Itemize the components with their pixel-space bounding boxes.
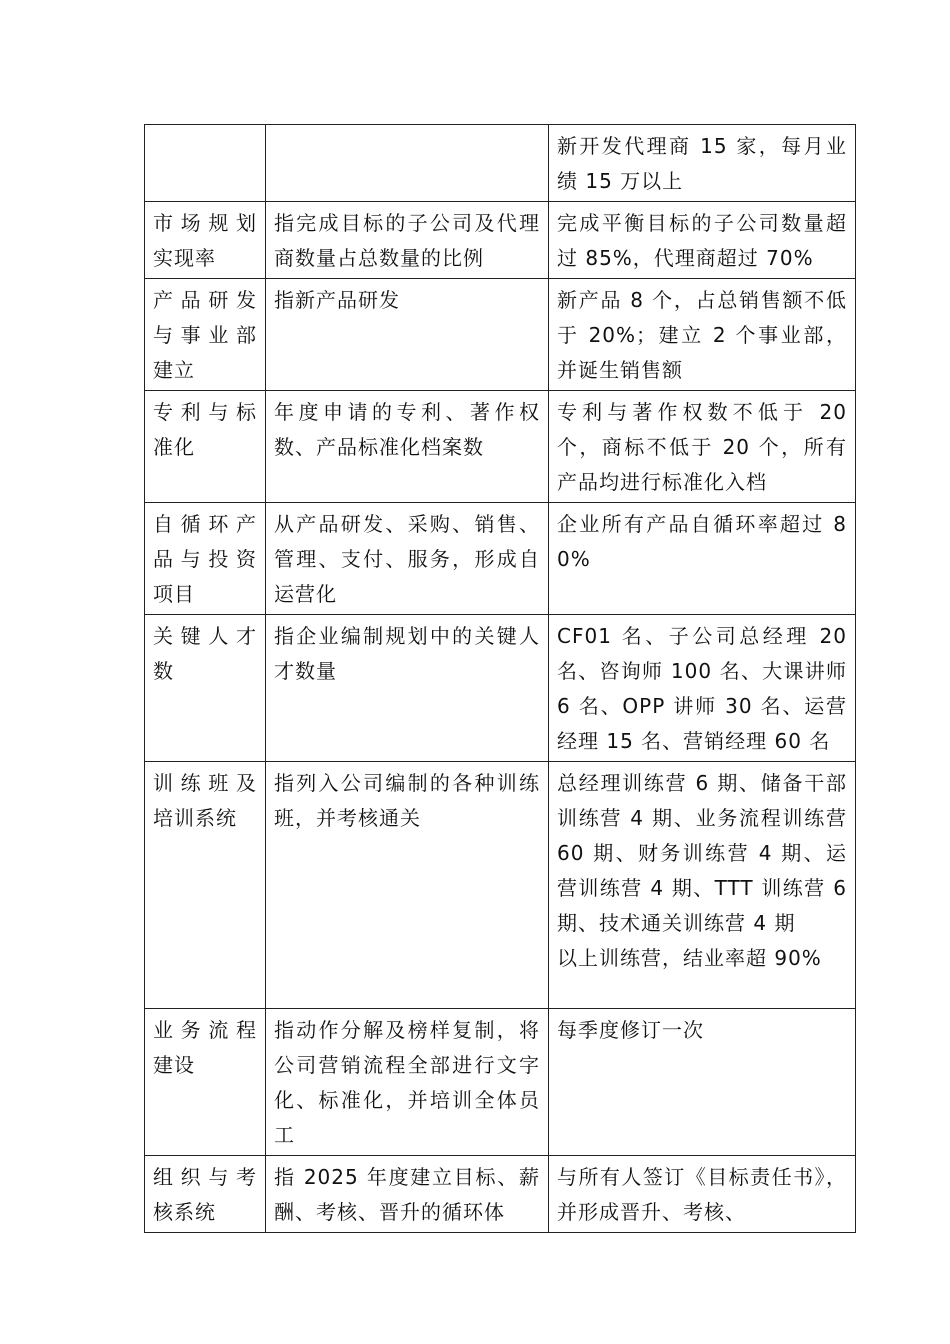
- cell-definition: 指完成目标的子公司及代理商数量占总数量的比例: [266, 202, 549, 279]
- cell-target: 每季度修订一次: [549, 1009, 856, 1156]
- cell-target: 与所有人签订《目标责任书》，并形成晋升、考核、: [549, 1156, 856, 1233]
- cell-item: 训练班及培训系统: [145, 762, 266, 1009]
- kpi-table: [144, 124, 856, 1233]
- cell-target: 总经理训练营 6 期、储备干部训练营 4 期、业务流程训练营 60 期、财务训练营 4 期、运营训练营 4 期、TTT 训练营 6 期、技术通关训练营 4 期 以上训练营，结业率超 90%: [549, 762, 856, 1009]
- cell-target: CF01 名、子公司总经理 20 名、咨询师 100 名、大课讲师 6 名、OPP 讲师 30 名、运营经理 15 名、营销经理 60 名: [549, 615, 856, 762]
- table-row: [145, 503, 856, 615]
- cell-definition: 指动作分解及榜样复制，将公司营销流程全部进行文字化、标准化，并培训全体员工: [266, 1009, 549, 1156]
- cell-definition: 年度申请的专利、著作权数、产品标准化档案数: [266, 391, 549, 503]
- cell-definition: 指新产品研发: [266, 279, 549, 391]
- cell-target: 完成平衡目标的子公司数量超过 85%，代理商超过 70%: [549, 202, 856, 279]
- cell-item: 自循环产品与投资项目: [145, 503, 266, 615]
- table-row: [145, 125, 856, 202]
- table-row: [145, 1009, 856, 1156]
- table-row: [145, 279, 856, 391]
- cell-definition: 指列入公司编制的各种训练班，并考核通关: [266, 762, 549, 1009]
- cell-item: 关键人才数: [145, 615, 266, 762]
- table-row: [145, 762, 856, 1009]
- cell-item: 组织与考核系统: [145, 1156, 266, 1233]
- cell-item: 业务流程建设: [145, 1009, 266, 1156]
- table-row: [145, 615, 856, 762]
- cell-item: 市场规划实现率: [145, 202, 266, 279]
- cell-target: 新产品 8 个，占总销售额不低于 20%；建立 2 个事业部，并诞生销售额: [549, 279, 856, 391]
- table-row: [145, 391, 856, 503]
- cell-item: 产品研发与事业部建立: [145, 279, 266, 391]
- cell-target: 企业所有产品自循环率超过 80%: [549, 503, 856, 615]
- table-row: [145, 1156, 856, 1233]
- cell-target: 新开发代理商 15 家，每月业绩 15 万以上: [549, 125, 856, 202]
- cell-definition: [266, 125, 549, 202]
- cell-item: 专利与标准化: [145, 391, 266, 503]
- cell-target: 专利与著作权数不低于 20 个，商标不低于 20 个，所有产品均进行标准化入档: [549, 391, 856, 503]
- cell-definition: 指企业编制规划中的关键人才数量: [266, 615, 549, 762]
- table-row: [145, 202, 856, 279]
- cell-definition: 从产品研发、采购、销售、管理、支付、服务，形成自运营化: [266, 503, 549, 615]
- cell-definition: 指 2025 年度建立目标、薪酬、考核、晋升的循环体: [266, 1156, 549, 1233]
- cell-item: [145, 125, 266, 202]
